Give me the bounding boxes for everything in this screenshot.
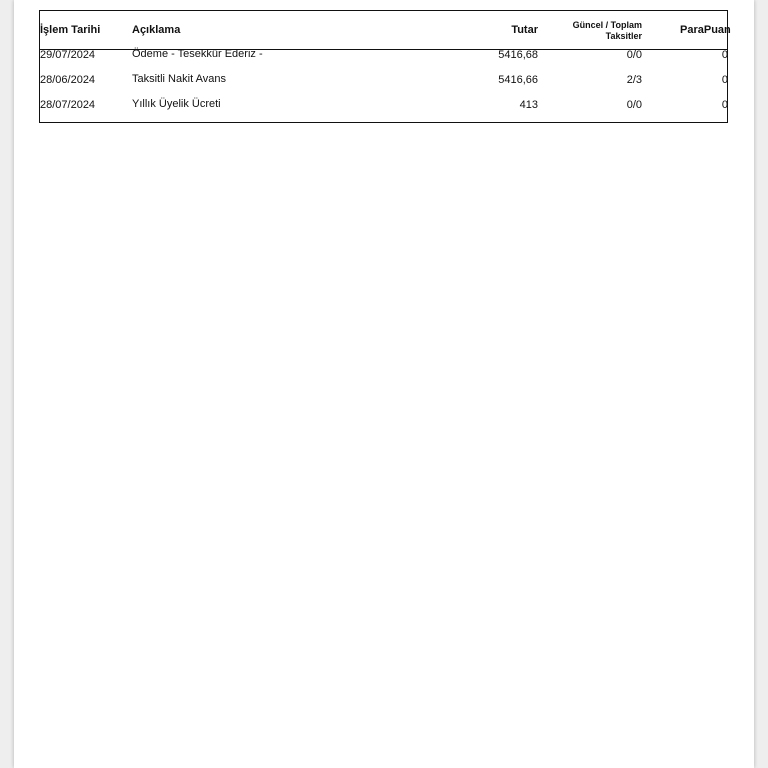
row-date: 28/06/2024: [40, 74, 96, 86]
row-description: Yıllık Üyelik Ücreti: [132, 98, 221, 110]
header-installments: [560, 20, 642, 42]
row-points: 0: [721, 49, 728, 61]
transactions-table: [39, 10, 731, 123]
row-date: 28/07/2024: [40, 99, 96, 111]
row-points: 0: [721, 74, 728, 86]
row-amount: 5416,66: [498, 74, 538, 86]
table-row: [40, 99, 727, 123]
header-date: İşlem Tarihi: [40, 24, 101, 36]
header-installments-line1: Güncel / Toplam: [572, 20, 642, 30]
row-installments: 0/0: [626, 99, 642, 111]
row-installments: 2/3: [626, 74, 642, 86]
row-description: Taksitli Nakit Avans: [132, 73, 226, 85]
header-description: Açıklama: [132, 24, 181, 36]
table-row: [40, 49, 727, 73]
row-date: 29/07/2024: [40, 49, 96, 61]
row-installments: 0/0: [626, 49, 642, 61]
document-page: [14, 0, 754, 768]
row-amount: 413: [519, 99, 538, 111]
row-description: Ödeme - Tesekkür Ederiz -: [132, 48, 263, 60]
header-amount: Tutar: [511, 24, 538, 36]
header-installments-line2: Taksitler: [605, 31, 642, 41]
table-row: [40, 74, 727, 98]
table-header-row: [40, 11, 731, 50]
header-points: ParaPuan: [680, 24, 731, 36]
row-amount: 5416,68: [498, 49, 538, 61]
row-points: 0: [721, 99, 728, 111]
